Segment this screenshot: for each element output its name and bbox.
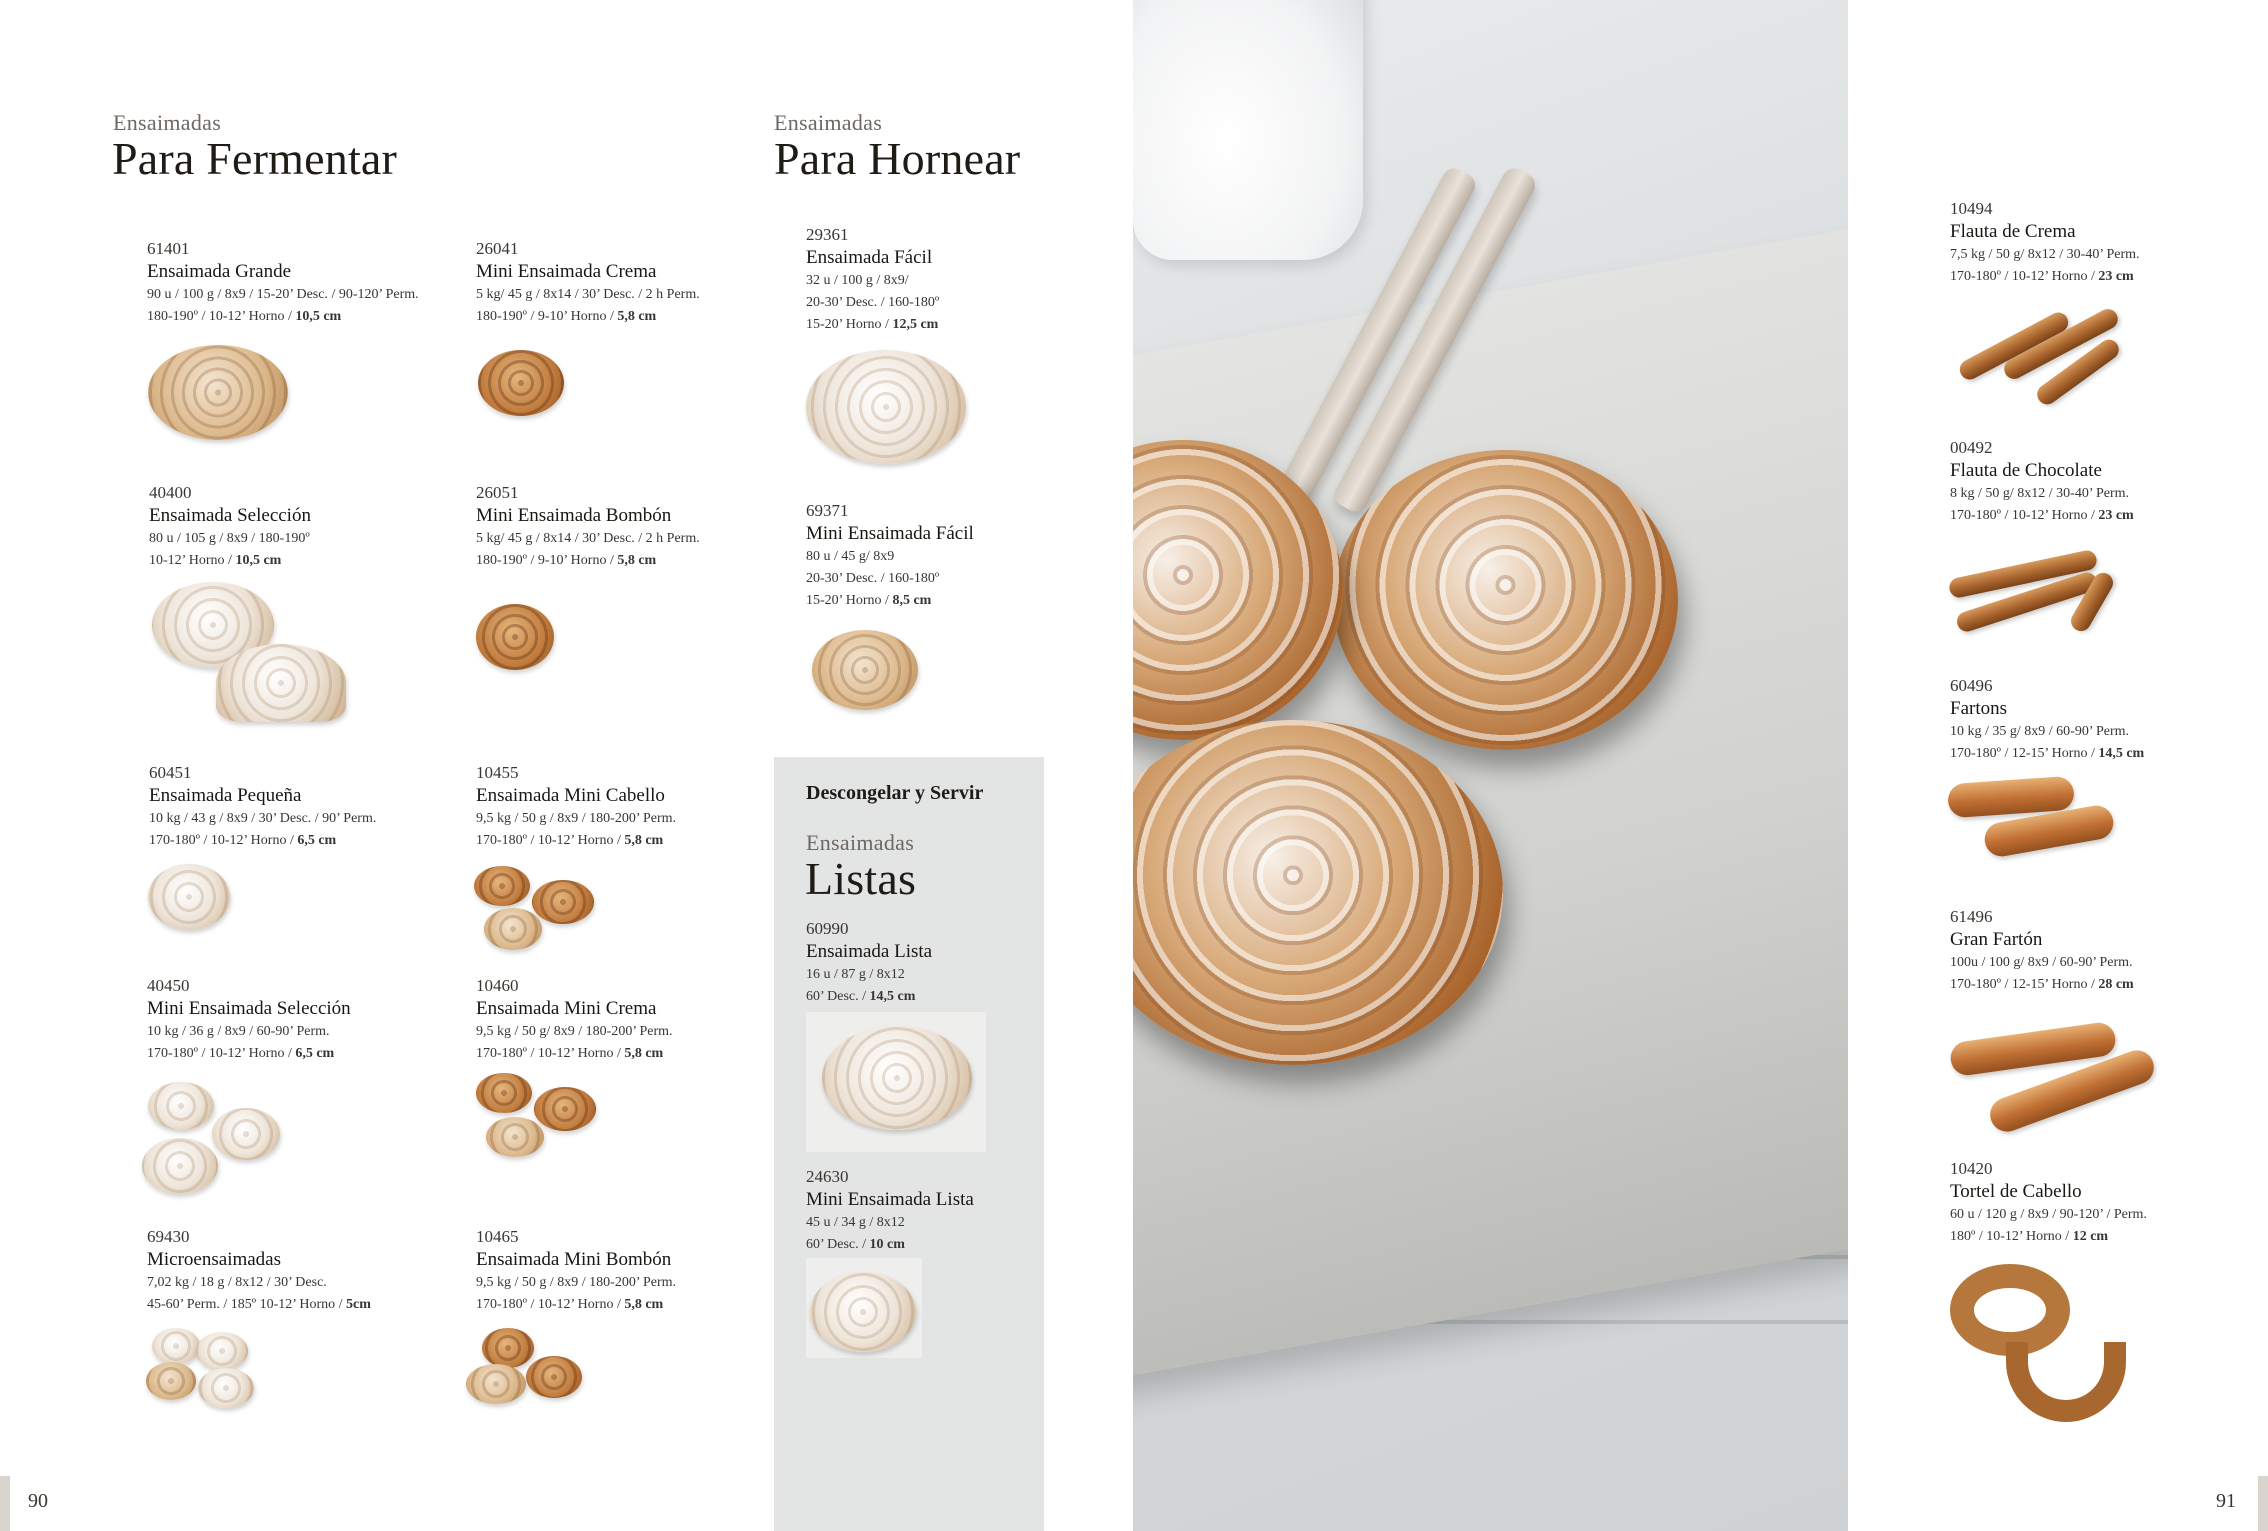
product-name: Mini Ensaimada Bombón bbox=[476, 505, 672, 526]
hornear-title: Para Hornear bbox=[774, 133, 1021, 184]
product-spec bbox=[1950, 505, 2250, 527]
product-spec bbox=[149, 550, 449, 572]
ensaimada-photo-bun bbox=[1333, 450, 1678, 750]
ensaimada-image bbox=[476, 604, 554, 670]
product-name: Gran Fartón bbox=[1950, 929, 2043, 950]
product-image-29361 bbox=[806, 350, 968, 468]
product-spec-text: 180-190º / 9-10’ Horno / bbox=[476, 309, 618, 324]
product-spec: 10 kg / 35 g/ 8x9 / 60-90’ Perm. bbox=[1950, 724, 2130, 739]
product-60990 bbox=[806, 918, 1106, 1008]
product-spec bbox=[476, 1043, 776, 1065]
product-spec bbox=[1950, 743, 2250, 765]
product-spec bbox=[806, 314, 1106, 336]
ensaimada-image bbox=[486, 1117, 544, 1157]
product-spec-text: 60’ Desc. / bbox=[806, 989, 870, 1004]
product-size: 14,5 cm bbox=[2098, 746, 2145, 761]
product-code: 10494 bbox=[1950, 199, 1993, 218]
product-code: 26051 bbox=[476, 483, 519, 502]
product-spec: 32 u / 100 g / 8x9/ bbox=[806, 273, 909, 288]
product-24630 bbox=[806, 1166, 1106, 1256]
product-size: 23 cm bbox=[2098, 269, 2134, 284]
product-spec bbox=[1950, 1226, 2250, 1248]
fermentar-subtitle: Ensaimadas bbox=[113, 110, 222, 135]
ensaimada-image bbox=[478, 350, 564, 416]
product-name: Ensaimada Lista bbox=[806, 941, 933, 962]
product-code: 40400 bbox=[149, 483, 192, 502]
product-40400 bbox=[149, 482, 449, 572]
product-26041 bbox=[476, 238, 776, 328]
product-spec: 5 kg/ 45 g / 8x14 / 30’ Desc. / 2 h Perm. bbox=[476, 287, 700, 302]
product-size: 10,5 cm bbox=[295, 309, 342, 324]
product-size: 5,8 cm bbox=[617, 553, 657, 568]
product-spec: 10 kg / 36 g / 8x9 / 60-90’ Perm. bbox=[147, 1024, 330, 1039]
product-size: 14,5 cm bbox=[869, 989, 916, 1004]
product-code: 60496 bbox=[1950, 676, 1993, 695]
product-spec bbox=[476, 1294, 776, 1316]
product-spec-text: 170-180º / 10-12’ Horno / bbox=[476, 833, 625, 848]
flour-jar bbox=[1133, 0, 1363, 260]
product-spec: 80 u / 45 g/ 8x9 bbox=[806, 549, 895, 564]
product-spec-text: 170-180º / 10-12’ Horno / bbox=[147, 1046, 296, 1061]
product-code: 69371 bbox=[806, 501, 849, 520]
product-10465 bbox=[476, 1226, 776, 1316]
listas-subtitle: Ensaimadas bbox=[806, 830, 915, 855]
page-edge-left bbox=[0, 1476, 10, 1531]
product-spec-text: 170-180º / 10-12’ Horno / bbox=[476, 1297, 625, 1312]
product-spec: 90 u / 100 g / 8x9 / 15-20’ Desc. / 90-120’ Perm. bbox=[147, 287, 419, 302]
product-size: 12,5 cm bbox=[892, 317, 939, 332]
product-10460 bbox=[476, 975, 776, 1065]
product-image-10460 bbox=[476, 1073, 600, 1163]
ensaimada-image bbox=[196, 1332, 248, 1370]
product-name: Microensaimadas bbox=[147, 1249, 282, 1270]
product-image-40400 bbox=[152, 582, 352, 730]
product-spec: 7,02 kg / 18 g / 8x12 / 30’ Desc. bbox=[147, 1275, 327, 1290]
product-spec: 9,5 kg / 50 g / 8x9 / 180-200’ Perm. bbox=[476, 1275, 677, 1290]
product-spec-text: 170-180º / 12-15’ Horno / bbox=[1950, 977, 2099, 992]
ensaimada-image bbox=[476, 1073, 532, 1113]
product-name: Ensaimada Mini Cabello bbox=[476, 785, 665, 806]
ensaimada-image bbox=[148, 345, 288, 440]
product-name: Ensaimada Mini Bombón bbox=[476, 1249, 672, 1270]
product-spec-text: 180-190º / 9-10’ Horno / bbox=[476, 553, 618, 568]
product-spec bbox=[806, 1234, 1106, 1256]
ensaimada-image bbox=[822, 1026, 972, 1130]
ensaimada-image bbox=[810, 1272, 916, 1352]
product-spec bbox=[147, 306, 447, 328]
product-code: 60990 bbox=[806, 919, 849, 938]
product-00492 bbox=[1950, 437, 2250, 527]
product-40450 bbox=[147, 975, 447, 1065]
product-image-69371 bbox=[812, 630, 920, 714]
product-image-26041 bbox=[478, 350, 568, 420]
product-code: 61401 bbox=[147, 239, 190, 258]
product-spec-text: 170-180º / 12-15’ Horno / bbox=[1950, 746, 2099, 761]
product-spec bbox=[1950, 974, 2250, 996]
product-code: 60451 bbox=[149, 763, 192, 782]
product-image-60451 bbox=[148, 864, 232, 934]
product-69371 bbox=[806, 500, 1106, 612]
product-spec-text: 15-20’ Horno / bbox=[806, 317, 893, 332]
ensaimada-image bbox=[142, 1138, 218, 1194]
product-spec: 60 u / 120 g / 8x9 / 90-120’ / Perm. bbox=[1950, 1207, 2147, 1222]
product-spec-text: 45-60’ Perm. / 185º 10-12’ Horno / bbox=[147, 1297, 347, 1312]
product-spec: 16 u / 87 g / 8x12 bbox=[806, 967, 905, 982]
product-69430 bbox=[147, 1226, 447, 1316]
product-61496 bbox=[1950, 906, 2250, 996]
ensaimada-image bbox=[148, 864, 230, 930]
product-name: Flauta de Chocolate bbox=[1950, 460, 2102, 481]
product-name: Mini Ensaimada Lista bbox=[806, 1189, 974, 1210]
product-29361 bbox=[806, 224, 1106, 336]
product-spec bbox=[1950, 266, 2250, 288]
product-code: 10465 bbox=[476, 1227, 519, 1246]
product-name: Ensaimada Mini Crema bbox=[476, 998, 657, 1019]
ensaimada-image bbox=[466, 1364, 526, 1404]
product-spec: 100u / 100 g/ 8x9 / 60-90’ Perm. bbox=[1950, 955, 2133, 970]
product-spec bbox=[147, 1294, 447, 1316]
ensaimadas-photo bbox=[1133, 0, 1848, 1531]
hornear-subtitle: Ensaimadas bbox=[774, 110, 883, 135]
product-10455 bbox=[476, 762, 776, 852]
product-spec bbox=[476, 550, 776, 572]
product-code: 69430 bbox=[147, 1227, 190, 1246]
product-code: 00492 bbox=[1950, 438, 1993, 457]
product-image-61496 bbox=[1950, 1010, 2160, 1130]
ensaimada-image bbox=[812, 630, 918, 710]
product-image-69430 bbox=[146, 1328, 258, 1410]
product-size: 12 cm bbox=[2072, 1229, 2109, 1244]
product-spec-text: 10-12’ Horno / bbox=[149, 553, 236, 568]
product-size: 6,5 cm bbox=[295, 1046, 335, 1061]
product-name: Fartons bbox=[1950, 698, 2007, 719]
product-spec-text: 15-20’ Horno / bbox=[806, 593, 893, 608]
product-spec: 9,5 kg / 50 g / 8x9 / 180-200’ Perm. bbox=[476, 811, 677, 826]
product-spec: 5 kg/ 45 g / 8x14 / 30’ Desc. / 2 h Perm. bbox=[476, 531, 700, 546]
ensaimada-image bbox=[152, 1328, 200, 1364]
product-spec-text: 170-180º / 10-12’ Horno / bbox=[149, 833, 298, 848]
product-size: 10,5 cm bbox=[235, 553, 282, 568]
product-spec bbox=[149, 830, 449, 852]
product-spec: 9,5 kg / 50 g/ 8x9 / 180-200’ Perm. bbox=[476, 1024, 673, 1039]
product-name: Flauta de Crema bbox=[1950, 221, 2076, 242]
product-size: 5,8 cm bbox=[624, 1046, 664, 1061]
product-image-26051 bbox=[476, 604, 556, 674]
product-image-10465 bbox=[466, 1328, 586, 1416]
ensaimada-cut-image bbox=[216, 644, 346, 722]
fermentar-title: Para Fermentar bbox=[112, 133, 398, 184]
product-image-10494 bbox=[1950, 292, 2140, 412]
product-code: 24630 bbox=[806, 1167, 849, 1186]
product-image-24630 bbox=[806, 1258, 922, 1358]
listas-banner: Descongelar y Servir bbox=[806, 782, 984, 804]
product-name: Ensaimada Grande bbox=[147, 261, 292, 282]
product-size: 10 cm bbox=[869, 1237, 905, 1252]
ensaimada-image bbox=[474, 866, 530, 906]
ensaimada-image bbox=[526, 1356, 582, 1398]
product-spec: 7,5 kg / 50 g/ 8x12 / 30-40’ Perm. bbox=[1950, 247, 2140, 262]
product-spec bbox=[806, 590, 1106, 612]
product-image-60990 bbox=[806, 1012, 986, 1152]
product-spec bbox=[476, 830, 776, 852]
product-spec-text: 170-180º / 10-12’ Horno / bbox=[476, 1046, 625, 1061]
product-10494 bbox=[1950, 198, 2250, 288]
product-spec-text: 170-180º / 10-12’ Horno / bbox=[1950, 508, 2099, 523]
product-spec-text: 60’ Desc. / bbox=[806, 1237, 870, 1252]
product-spec: 20-30’ Desc. / 160-180º bbox=[806, 295, 940, 310]
ensaimada-image bbox=[484, 908, 542, 950]
product-name: Mini Ensaimada Crema bbox=[476, 261, 657, 282]
product-spec: 10 kg / 43 g / 8x9 / 30’ Desc. / 90’ Perm. bbox=[149, 811, 377, 826]
product-size: 6,5 cm bbox=[297, 833, 337, 848]
ensaimada-image bbox=[806, 350, 966, 464]
ensaimada-image bbox=[212, 1108, 280, 1160]
product-code: 26041 bbox=[476, 239, 519, 258]
product-code: 10455 bbox=[476, 763, 519, 782]
product-size: 5cm bbox=[346, 1297, 371, 1312]
product-name: Mini Ensaimada Selección bbox=[147, 998, 351, 1019]
product-image-40450 bbox=[142, 1082, 287, 1198]
product-10420 bbox=[1950, 1158, 2250, 1248]
product-code: 29361 bbox=[806, 225, 849, 244]
product-code: 40450 bbox=[147, 976, 190, 995]
product-image-10455 bbox=[474, 866, 598, 956]
product-name: Ensaimada Selección bbox=[149, 505, 311, 526]
product-code: 61496 bbox=[1950, 907, 1993, 926]
product-size: 5,8 cm bbox=[617, 309, 657, 324]
product-name: Ensaimada Fácil bbox=[806, 247, 933, 268]
product-name: Tortel de Cabello bbox=[1950, 1181, 2082, 1202]
page-number-left: 90 bbox=[28, 1490, 48, 1512]
page-edge-right bbox=[2258, 1476, 2268, 1531]
product-26051 bbox=[476, 482, 776, 572]
product-spec: 20-30’ Desc. / 160-180º bbox=[806, 571, 940, 586]
product-61401 bbox=[147, 238, 447, 328]
product-60496 bbox=[1950, 675, 2250, 765]
ensaimada-image bbox=[198, 1368, 254, 1408]
product-size: 28 cm bbox=[2098, 977, 2134, 992]
product-image-61401 bbox=[148, 345, 288, 445]
product-spec-text: 170-180º / 10-12’ Horno / bbox=[1950, 269, 2099, 284]
ensaimada-image bbox=[532, 880, 594, 924]
product-code: 10420 bbox=[1950, 1159, 1993, 1178]
ensaimada-image bbox=[148, 1082, 214, 1130]
product-image-10420 bbox=[1950, 1264, 2130, 1424]
product-spec: 8 kg / 50 g/ 8x12 / 30-40’ Perm. bbox=[1950, 486, 2130, 501]
product-image-60496 bbox=[1948, 774, 2124, 864]
product-60451 bbox=[149, 762, 449, 852]
product-spec: 45 u / 34 g / 8x12 bbox=[806, 1215, 905, 1230]
product-size: 5,8 cm bbox=[624, 833, 664, 848]
product-image-00492 bbox=[1948, 540, 2128, 640]
ensaimada-image bbox=[534, 1087, 596, 1131]
ensaimada-image bbox=[482, 1328, 534, 1368]
product-code: 10460 bbox=[476, 976, 519, 995]
listas-title: Listas bbox=[805, 853, 917, 904]
product-name: Mini Ensaimada Fácil bbox=[806, 523, 974, 544]
product-size: 8,5 cm bbox=[892, 593, 932, 608]
product-size: 23 cm bbox=[2098, 508, 2134, 523]
product-size: 5,8 cm bbox=[624, 1297, 664, 1312]
tortel-half-image bbox=[2006, 1342, 2126, 1422]
product-spec bbox=[476, 306, 776, 328]
product-spec bbox=[147, 1043, 447, 1065]
product-spec bbox=[806, 986, 1106, 1008]
ensaimada-image bbox=[146, 1362, 196, 1400]
product-spec-text: 180º / 10-12’ Horno / bbox=[1950, 1229, 2073, 1244]
page-number-right: 91 bbox=[2216, 1490, 2236, 1512]
product-name: Ensaimada Pequeña bbox=[149, 785, 302, 806]
product-spec-text: 180-190º / 10-12’ Horno / bbox=[147, 309, 296, 324]
product-spec: 80 u / 105 g / 8x9 / 180-190º bbox=[149, 531, 310, 546]
